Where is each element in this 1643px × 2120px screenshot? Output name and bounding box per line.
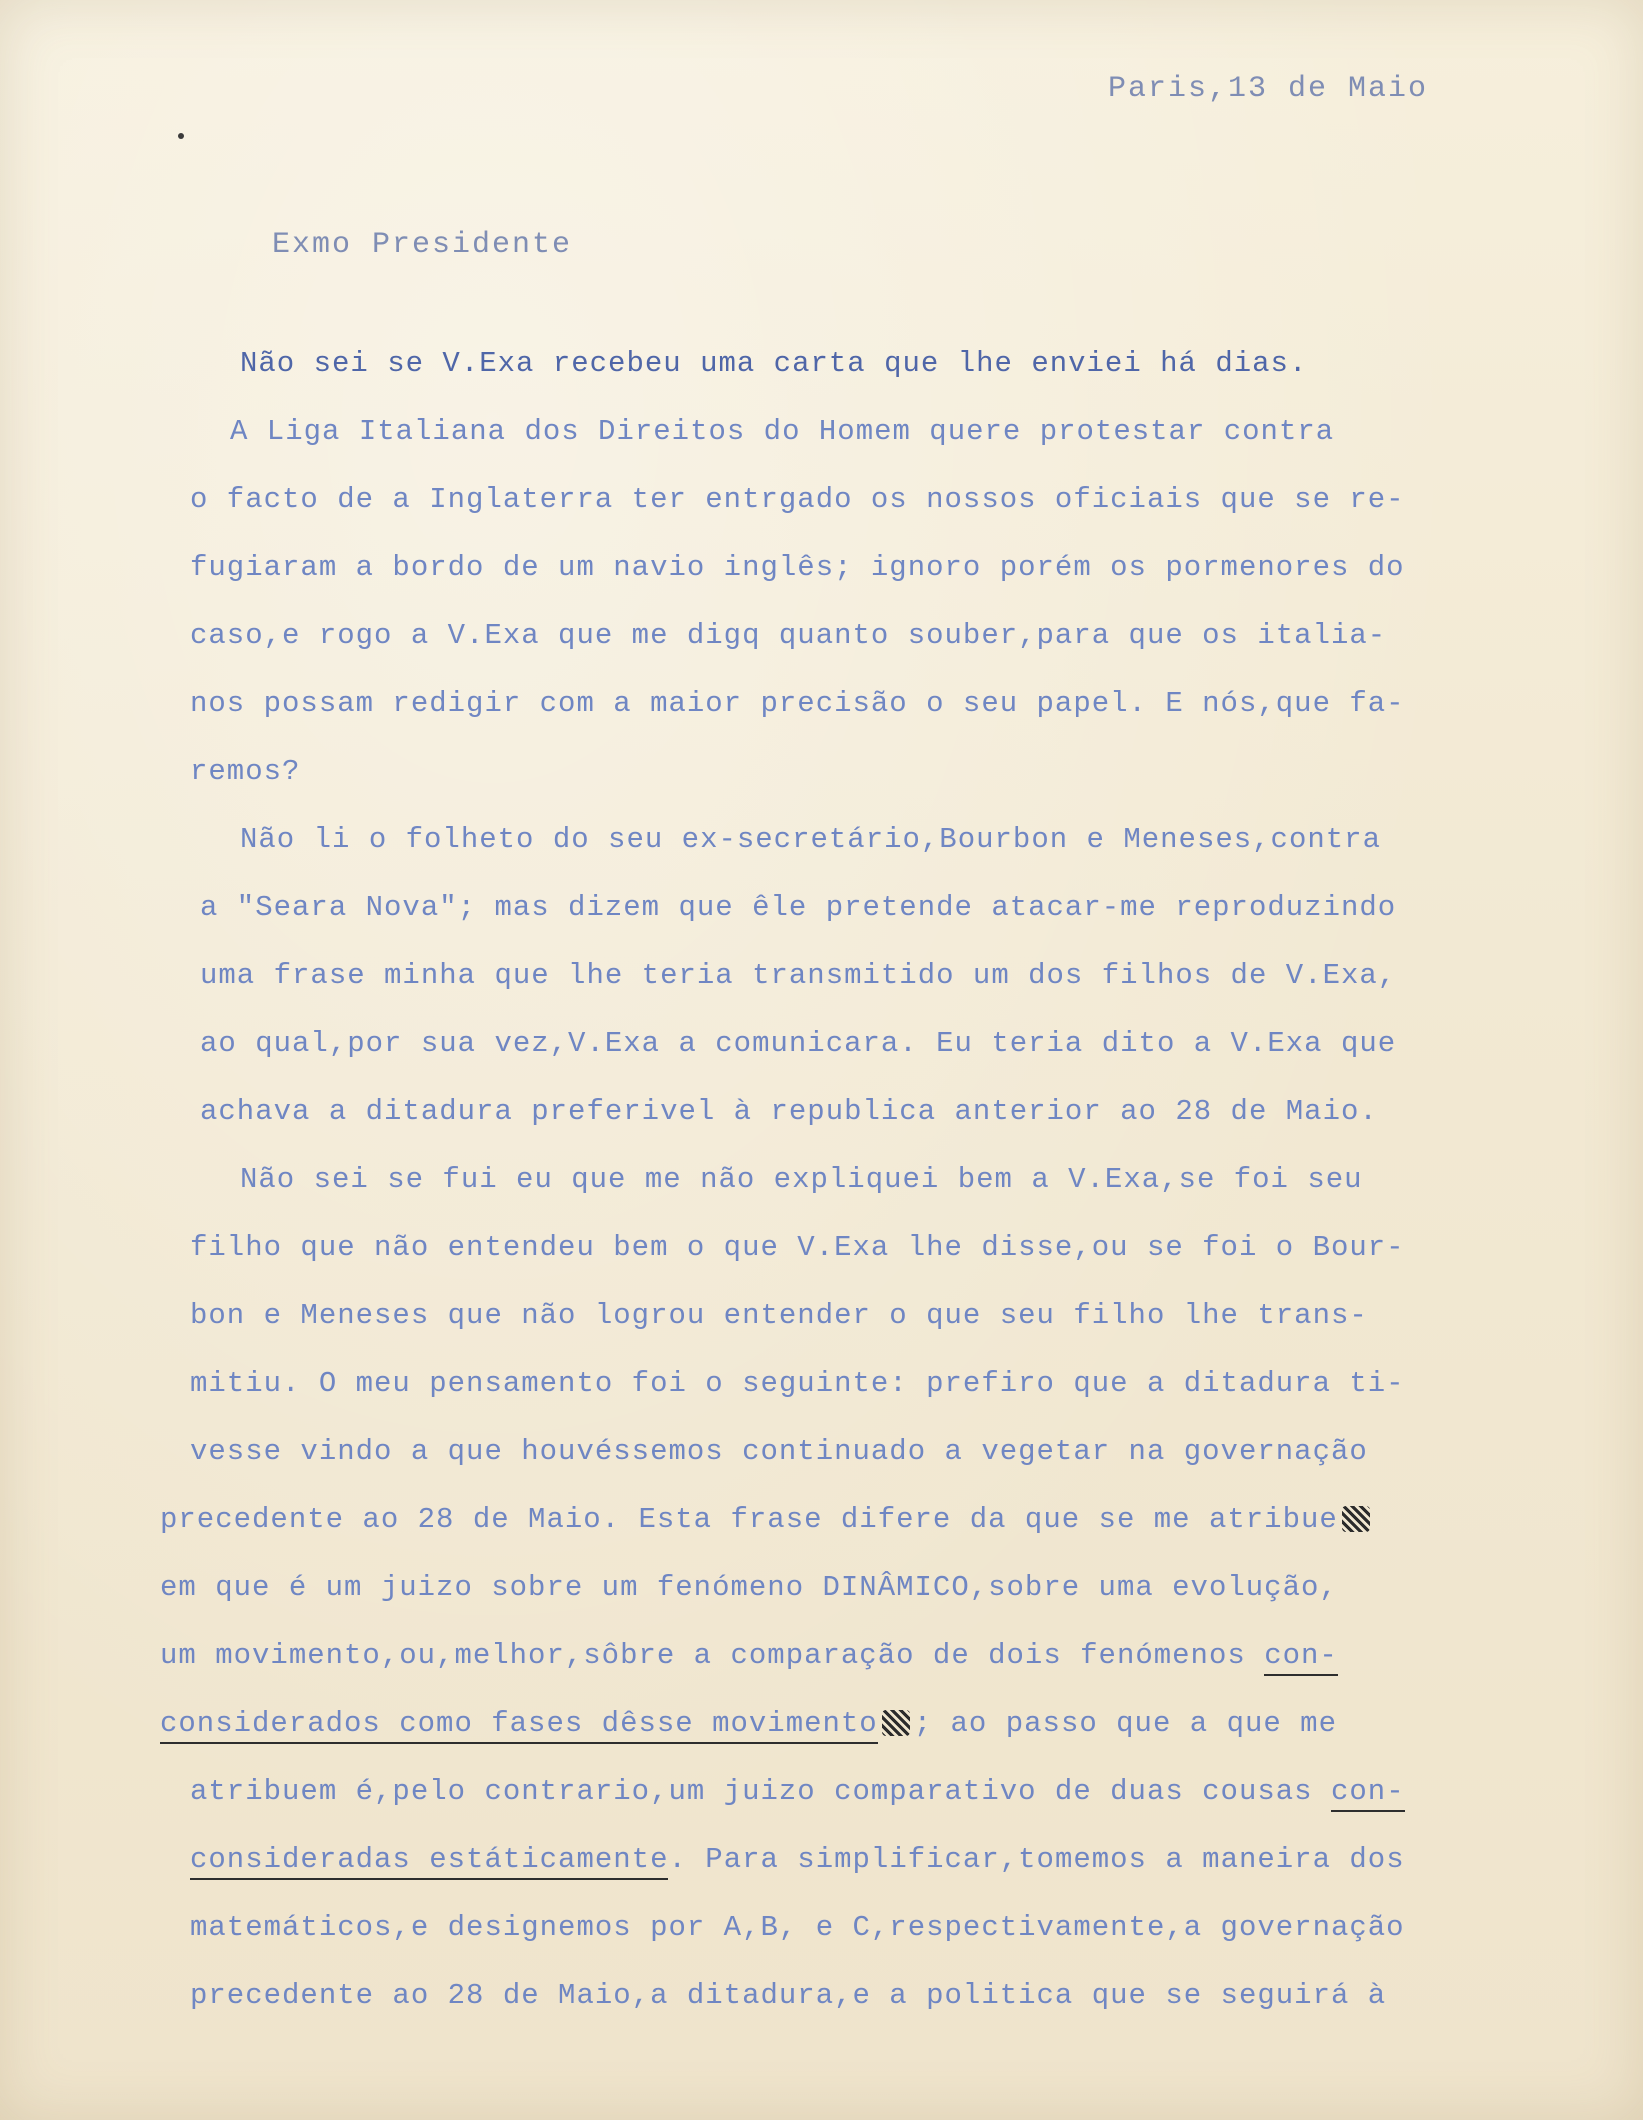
letter-line-text: precedente ao 28 de Maio. Esta frase difere da que se me atribue: [160, 1503, 1338, 1536]
underlined-phrase: consideradas estáticamente: [190, 1843, 668, 1880]
letter-line: achava a ditadura preferivel à republica anterior ao 28 de Maio.: [200, 1095, 1378, 1128]
letter-line-text: um movimento,ou,melhor,sôbre a comparação de dois fenómenos: [160, 1639, 1246, 1672]
letter-line: o facto de a Inglaterra ter entrgado os nossos oficiais que se re-: [190, 483, 1405, 516]
letter-line-with-underline: [160, 1826, 1500, 1894]
letter-line: fugiaram a bordo de um navio inglês; ignoro porém os pormenores do: [190, 551, 1405, 584]
letter-line-text: atribuem é,pelo contrario,um juizo comparativo de duas cousas: [190, 1775, 1313, 1808]
letter-line: vesse vindo a que houvéssemos continuado a vegetar na governação: [190, 1435, 1368, 1468]
letter-line-with-underline: [160, 1758, 1500, 1826]
letter-line: em que é um juizo sobre um fenómeno DINÂMICO,sobre uma evolução,: [160, 1571, 1338, 1604]
letter-line: mitiu. O meu pensamento foi o seguinte: prefiro que a ditadura ti-: [190, 1367, 1405, 1400]
underlined-fragment: con-: [1264, 1639, 1338, 1676]
letter-line: Não sei se fui eu que me não expliquei bem a V.Exa,se foi seu: [240, 1163, 1363, 1196]
letter-line-with-strike: [160, 1486, 1500, 1554]
letter-line-with-underline: [160, 1622, 1500, 1690]
letter-line: Não li o folheto do seu ex-secretário,Bourbon e Meneses,contra: [240, 823, 1381, 856]
underlined-fragment: con-: [1331, 1775, 1405, 1812]
letter-line: a "Seara Nova"; mas dizem que êle pretende atacar-me reproduzindo: [200, 891, 1397, 924]
salutation: Exmo Presidente: [272, 228, 573, 262]
ink-speck: [178, 133, 184, 139]
letter-line: nos possam redigir com a maior precisão o seu papel. E nós,que fa-: [190, 687, 1405, 720]
dateline: Paris,13 de Maio: [1107, 72, 1428, 106]
letter-line: filho que não entendeu bem o que V.Exa lhe disse,ou se foi o Bour-: [190, 1231, 1405, 1264]
letter-line: A Liga Italiana dos Direitos do Homem quere protestar contra: [230, 415, 1335, 448]
letter-line: Não sei se V.Exa recebeu uma carta que lhe enviei há dias.: [240, 347, 1308, 380]
letter-line: remos?: [190, 755, 301, 788]
underlined-phrase: considerados como fases dêsse movimento: [160, 1707, 878, 1744]
struck-out-mark: [1342, 1506, 1370, 1532]
letter-line: ao qual,por sua vez,V.Exa a comunicara. Eu teria dito a V.Exa que: [200, 1027, 1397, 1060]
letter-line-text: . Para simplificar,tomemos a maneira dos: [668, 1843, 1405, 1876]
letter-line: bon e Meneses que não logrou entender o que seu filho lhe trans-: [190, 1299, 1368, 1332]
letter-line: uma frase minha que lhe teria transmitido um dos filhos de V.Exa,: [200, 959, 1397, 992]
letter-line: matemáticos,e designemos por A,B, e C,respectivamente,a governação: [190, 1911, 1405, 1944]
letter-line: precedente ao 28 de Maio,a ditadura,e a politica que se seguirá à: [190, 1979, 1387, 2012]
letter-line-text: ; ao passo que a que me: [913, 1707, 1337, 1740]
letter-line-with-underline: [160, 1690, 1500, 1758]
struck-out-mark: [882, 1710, 910, 1736]
letter-line: caso,e rogo a V.Exa que me digq quanto souber,para que os italia-: [190, 619, 1387, 652]
letter-body: [160, 330, 1500, 2030]
